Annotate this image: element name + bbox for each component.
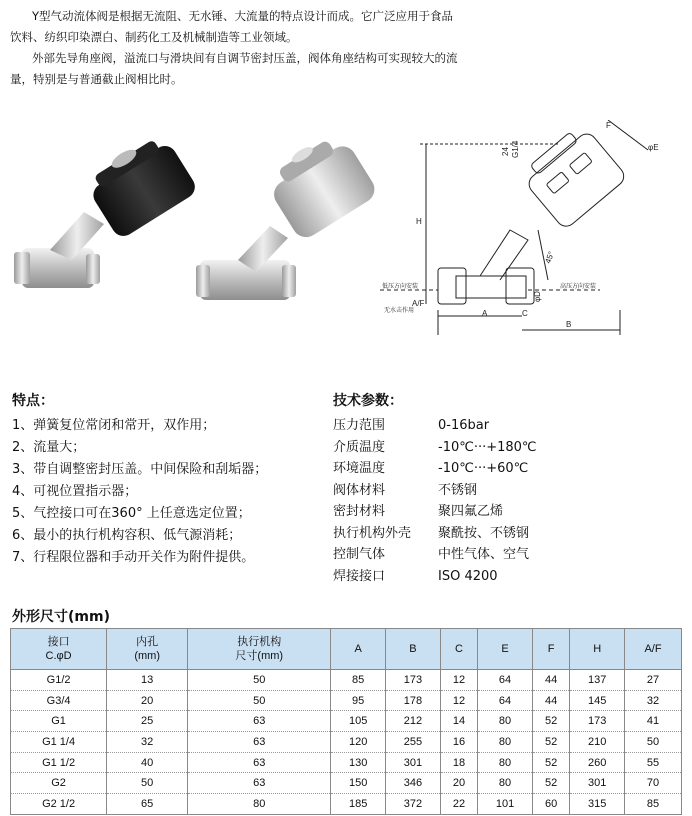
table-cell: 212 bbox=[386, 711, 441, 732]
table-cell: 210 bbox=[570, 732, 625, 753]
dimensions-title: 外形尺寸(mm) bbox=[12, 609, 110, 625]
table-cell: 64 bbox=[478, 670, 533, 691]
table-cell: 301 bbox=[386, 752, 441, 773]
param-row bbox=[333, 480, 537, 502]
table-cell: 44 bbox=[532, 670, 569, 691]
params-list bbox=[333, 415, 537, 587]
param-value: -10℃···+60℃ bbox=[438, 461, 529, 476]
table-cell: 63 bbox=[188, 773, 331, 794]
table-cell: 16 bbox=[440, 732, 477, 753]
table-cell: 63 bbox=[188, 752, 331, 773]
table-cell: G1/2 bbox=[11, 670, 107, 691]
table-cell: 41 bbox=[625, 711, 682, 732]
dimensions-table bbox=[10, 628, 682, 815]
feature-item: 4、可视位置指示器； bbox=[12, 484, 138, 499]
intro-text bbox=[10, 6, 685, 90]
table-cell: 22 bbox=[440, 794, 477, 815]
params-title: 技术参数： bbox=[333, 393, 403, 409]
feature-item: 2、流量大； bbox=[12, 440, 86, 455]
feature-item: 7、行程限位器和手动开关作为附件提供。 bbox=[12, 550, 255, 565]
dim-label-24: 24 bbox=[501, 147, 510, 156]
table-cell: 95 bbox=[331, 690, 386, 711]
column-header: 接口 C.φD bbox=[11, 629, 107, 670]
table-cell: 18 bbox=[440, 752, 477, 773]
table-body bbox=[11, 670, 682, 815]
table-cell: G2 bbox=[11, 773, 107, 794]
table-cell: 70 bbox=[625, 773, 682, 794]
table-cell: 50 bbox=[625, 732, 682, 753]
table-cell: 372 bbox=[386, 794, 441, 815]
table-cell: G1 1/2 bbox=[11, 752, 107, 773]
dim-label-B: B bbox=[566, 320, 572, 329]
column-header: C bbox=[440, 629, 477, 670]
table-cell: 20 bbox=[440, 773, 477, 794]
intro-line: 饮料、纺织印染漂白、制药化工及机械制造等工业领域。 bbox=[10, 30, 298, 44]
product-images bbox=[0, 120, 692, 380]
table-cell: G2 1/2 bbox=[11, 794, 107, 815]
table-cell: 50 bbox=[188, 690, 331, 711]
feature-item: 1、弹簧复位常闭和常开，双作用； bbox=[12, 418, 216, 433]
valve-photo-black-actuator bbox=[14, 129, 199, 288]
param-value: 聚酰按、不锈钢 bbox=[438, 525, 530, 541]
table-cell: 65 bbox=[107, 794, 188, 815]
param-row bbox=[333, 501, 537, 523]
table-cell: 32 bbox=[625, 690, 682, 711]
table-cell: G1 1/4 bbox=[11, 732, 107, 753]
param-row bbox=[333, 437, 537, 459]
param-key: 阀体材料 bbox=[333, 482, 386, 498]
table-cell: 145 bbox=[570, 690, 625, 711]
table-cell: 80 bbox=[478, 773, 533, 794]
label-no-water-hammer: 无水击作用 bbox=[384, 308, 415, 314]
param-key: 控制气体 bbox=[333, 547, 386, 562]
param-key: 介质温度 bbox=[333, 439, 386, 455]
param-row bbox=[333, 523, 537, 545]
param-value: -10℃···+180℃ bbox=[438, 439, 537, 455]
table-cell: 346 bbox=[386, 773, 441, 794]
param-key: 压力范围 bbox=[333, 418, 386, 433]
param-row bbox=[333, 458, 537, 480]
table-row bbox=[11, 670, 682, 691]
dim-label-H: H bbox=[416, 217, 422, 226]
table-cell: 32 bbox=[107, 732, 188, 753]
table-row bbox=[11, 732, 682, 753]
table-cell: 80 bbox=[478, 732, 533, 753]
column-header: E bbox=[478, 629, 533, 670]
column-header: 内孔 (mm) bbox=[107, 629, 188, 670]
intro-line: 量，特别是与普通截止阀相比时。 bbox=[10, 72, 183, 86]
dim-label-angle: 45° bbox=[543, 250, 557, 265]
table-cell: 120 bbox=[331, 732, 386, 753]
param-value: 不锈钢 bbox=[438, 482, 478, 498]
table-cell: 50 bbox=[188, 670, 331, 691]
features-list bbox=[12, 415, 267, 569]
table-row bbox=[11, 773, 682, 794]
table-cell: 63 bbox=[188, 732, 331, 753]
param-value: 中性气体、空气 bbox=[438, 547, 530, 562]
valve-photo-steel-actuator bbox=[196, 127, 380, 300]
column-header: 执行机构 尺寸(mm) bbox=[188, 629, 331, 670]
dim-label-A: A bbox=[482, 309, 488, 318]
table-cell: 63 bbox=[188, 711, 331, 732]
table-cell: 52 bbox=[532, 752, 569, 773]
dim-label-phiE: φE bbox=[648, 143, 659, 152]
param-key: 环境温度 bbox=[333, 461, 386, 476]
table-cell: 260 bbox=[570, 752, 625, 773]
table-cell: 55 bbox=[625, 752, 682, 773]
column-header: B bbox=[386, 629, 441, 670]
table-row bbox=[11, 752, 682, 773]
dim-label-g14: G1/4 bbox=[511, 140, 520, 158]
table-cell: 12 bbox=[440, 690, 477, 711]
table-row bbox=[11, 711, 682, 732]
table-cell: 20 bbox=[107, 690, 188, 711]
feature-item: 3、带自调整密封压盖。中间保险和刮垢器； bbox=[12, 462, 268, 477]
table-cell: 40 bbox=[107, 752, 188, 773]
table-cell: 85 bbox=[331, 670, 386, 691]
table-cell: 12 bbox=[440, 670, 477, 691]
dim-label-AF: A/F bbox=[412, 299, 425, 308]
column-header: F bbox=[532, 629, 569, 670]
column-header: H bbox=[570, 629, 625, 670]
table-cell: 255 bbox=[386, 732, 441, 753]
table-cell: 137 bbox=[570, 670, 625, 691]
table-row bbox=[11, 690, 682, 711]
param-key: 焊接接口 bbox=[333, 568, 386, 584]
table-cell: 13 bbox=[107, 670, 188, 691]
table-cell: 301 bbox=[570, 773, 625, 794]
table-cell: G1 bbox=[11, 711, 107, 732]
table-cell: 130 bbox=[331, 752, 386, 773]
feature-item: 5、气控接口可在360° 上任意选定位置； bbox=[12, 506, 251, 521]
table-cell: 150 bbox=[331, 773, 386, 794]
table-cell: G3/4 bbox=[11, 690, 107, 711]
features-title: 特点： bbox=[12, 393, 54, 409]
column-header: A/F bbox=[625, 629, 682, 670]
table-header-row bbox=[11, 629, 682, 670]
param-value: 聚四氟乙烯 bbox=[438, 504, 504, 519]
param-row bbox=[333, 544, 537, 566]
table-cell: 315 bbox=[570, 794, 625, 815]
param-row bbox=[333, 566, 537, 588]
column-header: A bbox=[331, 629, 386, 670]
table-row bbox=[11, 794, 682, 815]
param-value: 0-16bar bbox=[438, 418, 490, 433]
table-cell: 25 bbox=[107, 711, 188, 732]
table-cell: 173 bbox=[570, 711, 625, 732]
label-low-pressure: 低压方向安装 bbox=[382, 284, 419, 290]
table-cell: 178 bbox=[386, 690, 441, 711]
table-cell: 101 bbox=[478, 794, 533, 815]
table-cell: 64 bbox=[478, 690, 533, 711]
dim-label-F: F bbox=[606, 121, 611, 130]
table-cell: 185 bbox=[331, 794, 386, 815]
dim-label-C: C bbox=[522, 309, 528, 318]
param-key: 密封材料 bbox=[333, 504, 386, 519]
feature-item: 6、最小的执行机构容积、低气源消耗； bbox=[12, 528, 242, 543]
table-cell: 85 bbox=[625, 794, 682, 815]
table-cell: 80 bbox=[188, 794, 331, 815]
label-high-pressure: 高压方向安装 bbox=[560, 284, 597, 290]
table-cell: 14 bbox=[440, 711, 477, 732]
table-cell: 50 bbox=[107, 773, 188, 794]
table-cell: 105 bbox=[331, 711, 386, 732]
table-cell: 60 bbox=[532, 794, 569, 815]
param-row bbox=[333, 415, 537, 437]
table-cell: 52 bbox=[532, 711, 569, 732]
table-cell: 173 bbox=[386, 670, 441, 691]
table-cell: 52 bbox=[532, 773, 569, 794]
dim-label-phiD: φD bbox=[533, 291, 542, 302]
intro-line: 外部先导角座阀，溢流口与滑块间有自调节密封压盖，阀体角座结构可实现较大的流 bbox=[32, 51, 458, 65]
intro-line: Y型气动流体阀是根据无流阻、无水锤、大流量的特点设计而成。它广泛应用于食品 bbox=[32, 9, 454, 23]
table-cell: 44 bbox=[532, 690, 569, 711]
table-cell: 52 bbox=[532, 732, 569, 753]
table-cell: 80 bbox=[478, 752, 533, 773]
param-value: ISO 4200 bbox=[438, 568, 498, 584]
table-cell: 27 bbox=[625, 670, 682, 691]
table-cell: 80 bbox=[478, 711, 533, 732]
param-key: 执行机构外壳 bbox=[333, 525, 412, 541]
